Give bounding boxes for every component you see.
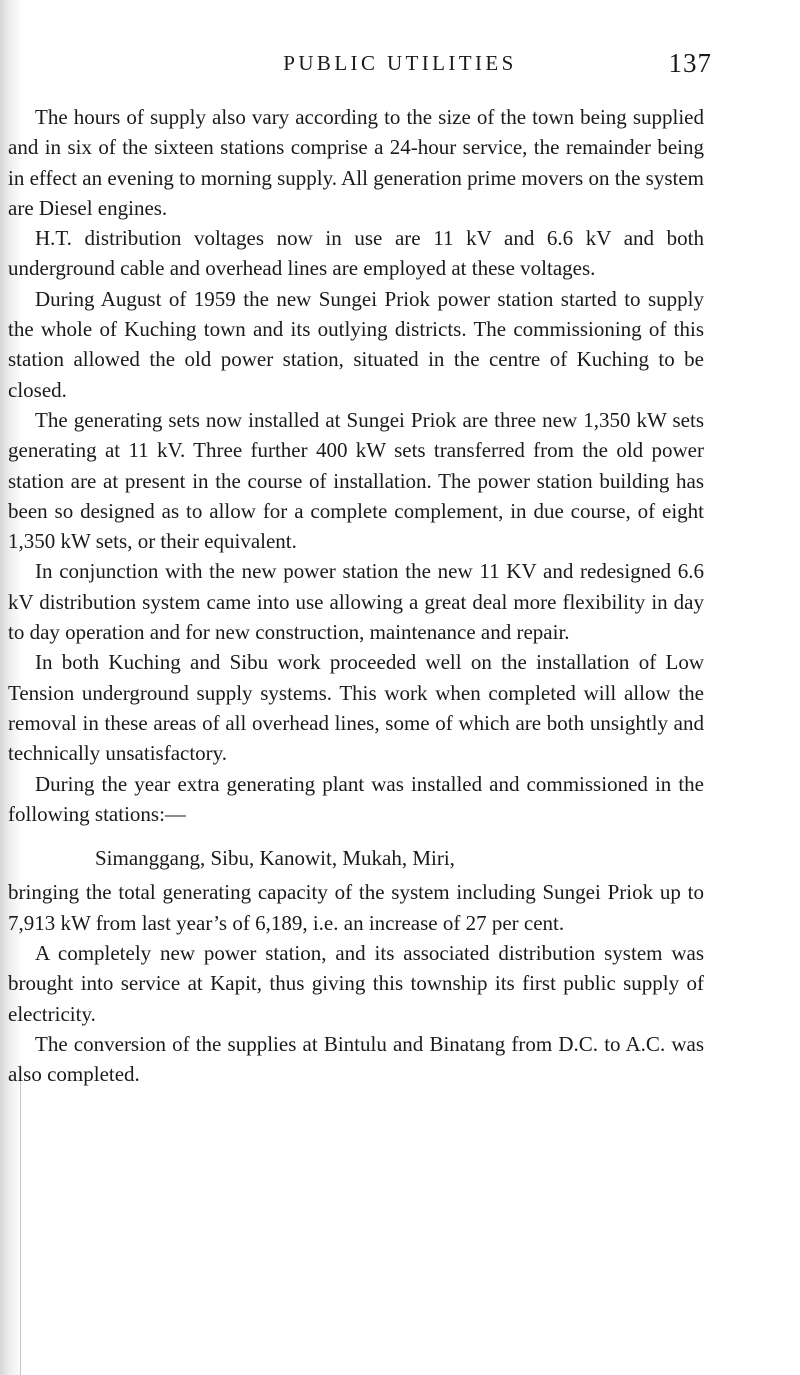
- body-text: [8, 102, 704, 1090]
- paragraph: During August of 1959 the new Sungei Priok power station started to supply the whole of Kuching town and its outlying districts. The commissioning of this station allowed the old power station, situated in the centre of Kuching to be closed.: [8, 286, 704, 402]
- paragraph: In both Kuching and Sibu work proceeded well on the installation of Low Tension underground supply systems. This work when completed will allow the removal in these areas of all overhead lines, some of which are both unsightly and technically unsatisfactory.: [8, 650, 704, 766]
- paragraph: The generating sets now installed at Sungei Priok are three new 1,350 kW sets generating at 11 kV. Three further 400 kW sets transferred from the old power station are at present in the course of installation. The power station building has been so designed as to allow for a complete complement, in due course, of eight 1,350 kW sets, or their equivalent.: [8, 407, 704, 554]
- page-edge-mark: [20, 1065, 21, 1375]
- page-header: [0, 48, 800, 88]
- paragraph: In conjunction with the new power station the new 11 KV and redesigned 6.6 kV distribution system came into use allowing a great deal more flexibility in day to day operation and for new construction, maintenance and repair.: [8, 559, 704, 645]
- running-head: PUBLIC UTILITIES: [283, 51, 517, 75]
- paragraph: The conversion of the supplies at Bintulu and Binatang from D.C. to A.C. was also completed.: [8, 1031, 704, 1087]
- paragraph: A completely new power station, and its associated distribution system was brought into service at Kapit, thus giving this township its first public supply of electricity.: [8, 941, 704, 1026]
- page-number: 137: [668, 48, 712, 78]
- paragraph: The hours of supply also vary according to the size of the town being supplied and in six of the sixteen stations comprise a 24-hour service, the remainder being in effect an evening to morning supply. All generation prime movers on the system are Diesel engines.: [8, 105, 704, 220]
- paragraph: During the year extra generating plant was installed and commissioned in the following stations:—: [8, 771, 704, 826]
- paragraph-continuation: bringing the total generating capacity of the system including Sungei Priok up to 7,913 kW from last year’s of 6,189, i.e. an increase of 27 per cent.: [8, 880, 704, 935]
- paragraph: H.T. distribution voltages now in use are 11 kV and 6.6 kV and both underground cable and overhead lines are employed at these voltages.: [8, 226, 704, 281]
- station-list: Simanggang, Sibu, Kanowit, Mukah, Miri,: [95, 846, 455, 871]
